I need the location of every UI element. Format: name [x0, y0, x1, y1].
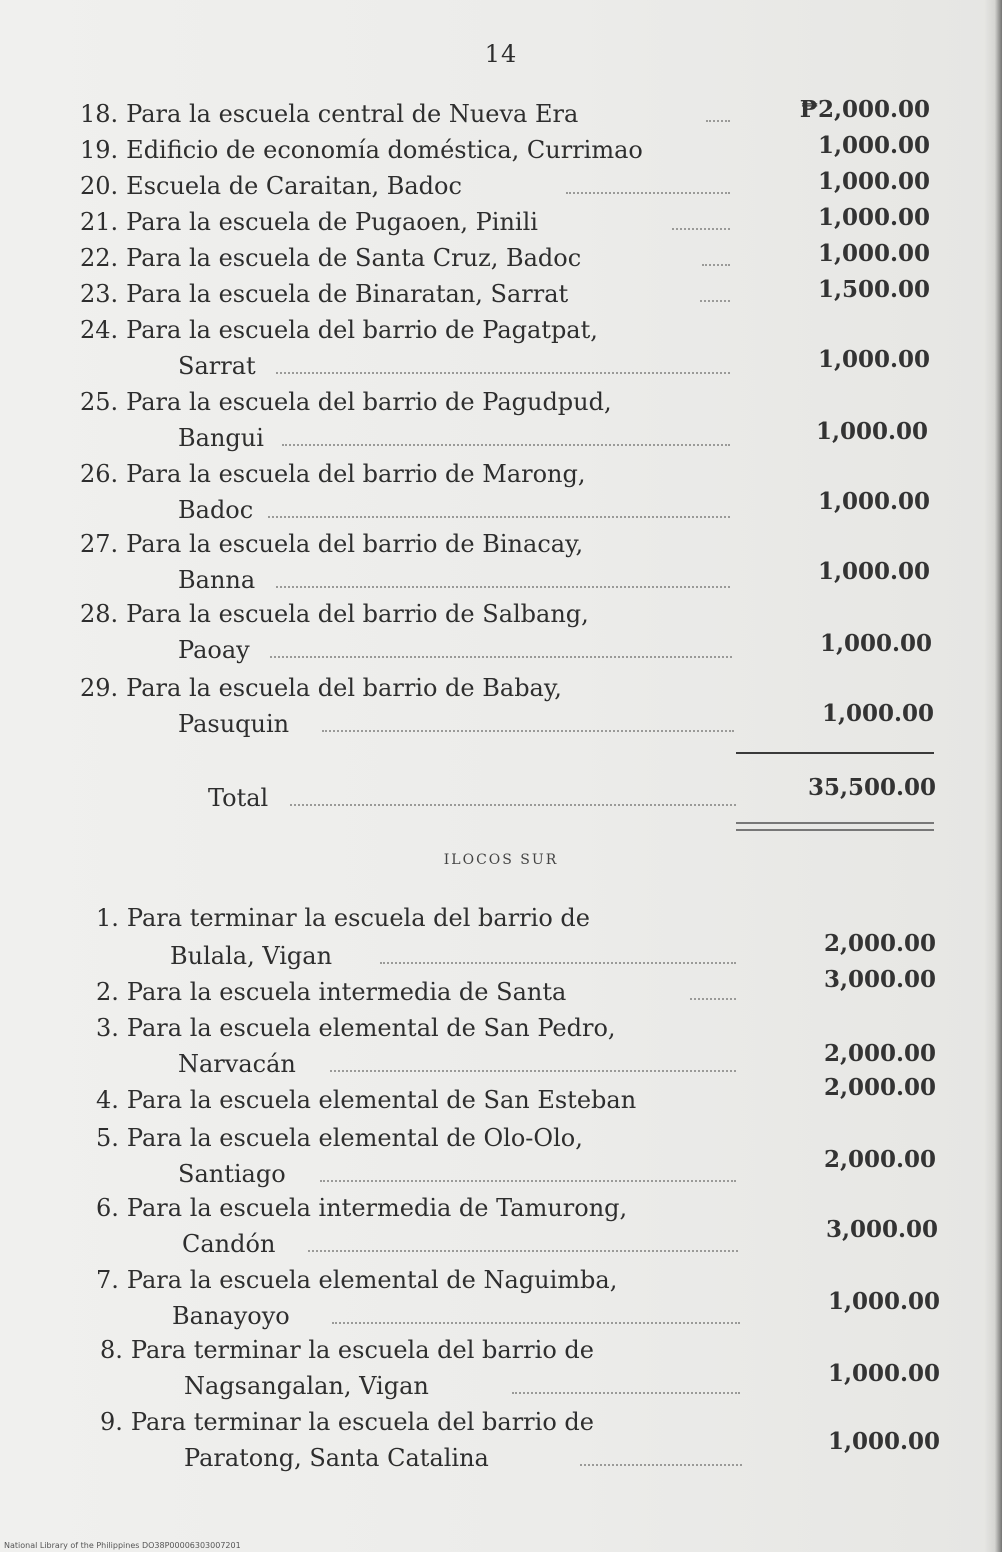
leader-dots: [322, 730, 734, 732]
item-amount: 2,000.00: [823, 1040, 936, 1067]
item-description: Para la escuela elemental de Olo-Olo,: [126, 1124, 583, 1152]
leader-dots: [276, 372, 730, 374]
item-number: 9.: [100, 1408, 123, 1436]
item-amount: 1,000.00: [817, 168, 930, 195]
item-number: 8.: [100, 1336, 123, 1364]
list-item: [80, 670, 562, 706]
item-description: Para la escuela del barrio de Babay,: [126, 674, 562, 702]
page-edge-shadow: [984, 0, 1002, 1552]
item-number: 27.: [80, 530, 119, 558]
item-amount: 1,000.00: [817, 132, 930, 159]
item-amount: 1,000.00: [817, 488, 930, 515]
leader-dots: [580, 1464, 742, 1466]
item-amount: 1,000.00: [827, 1360, 940, 1387]
list-item: [80, 384, 612, 420]
item-amount: ₱2,000.00: [799, 96, 930, 123]
item-number: 24.: [80, 316, 119, 344]
item-continuation: Narvacán: [178, 1050, 296, 1078]
item-description: Para la escuela intermedia de Tamurong,: [126, 1194, 628, 1222]
item-amount: 1,000.00: [819, 630, 932, 657]
item-continuation: Banna: [178, 566, 256, 594]
item-description: Edificio de economía doméstica, Currimao: [126, 136, 643, 164]
item-number: 22.: [80, 244, 119, 272]
list-item: [80, 240, 581, 276]
item-amount: 3,000.00: [825, 1216, 938, 1243]
list-item: [80, 276, 568, 312]
total-double-rule: [736, 822, 934, 831]
item-description: Para la escuela de Binaratan, Sarrat: [126, 280, 569, 308]
item-description: Para la escuela intermedia de Santa: [126, 978, 567, 1006]
item-amount: 1,000.00: [827, 1428, 940, 1455]
item-continuation: Bulala, Vigan: [170, 942, 333, 970]
item-amount: 1,000.00: [827, 1288, 940, 1315]
item-description: Escuela de Caraitan, Badoc: [126, 172, 462, 200]
leader-dots: [512, 1392, 740, 1394]
leader-dots: [566, 192, 730, 194]
item-number: 23.: [80, 280, 119, 308]
total-amount: 35,500.00: [807, 774, 936, 801]
list-item: [100, 1404, 594, 1440]
item-continuation: Badoc: [178, 496, 254, 524]
item-amount: 2,000.00: [823, 930, 936, 957]
item-number: 2.: [96, 978, 119, 1006]
item-continuation: Pasuquin: [178, 710, 290, 738]
list-item: [96, 900, 590, 936]
leader-dots: [706, 120, 730, 122]
list-item: [80, 132, 643, 168]
item-amount: 3,000.00: [823, 966, 936, 993]
sum-rule: [736, 752, 934, 754]
leader-dots: [332, 1322, 740, 1324]
leader-dots: [282, 444, 730, 446]
list-item: [100, 1332, 594, 1368]
list-item: [80, 204, 538, 240]
leader-dots: [308, 1250, 738, 1252]
item-description: Para terminar la escuela del barrio de: [130, 1336, 594, 1364]
item-number: 20.: [80, 172, 119, 200]
item-amount: 1,000.00: [817, 204, 930, 231]
leader-dots: [290, 804, 736, 806]
list-item: [96, 1082, 636, 1118]
item-continuation: Santiago: [178, 1160, 286, 1188]
item-amount: 1,000.00: [817, 558, 930, 585]
item-description: Para la escuela de Pugaoen, Pinili: [126, 208, 538, 236]
item-amount: 1,000.00: [815, 418, 928, 445]
leader-dots: [700, 300, 730, 302]
item-number: 4.: [96, 1086, 119, 1114]
item-description: Para terminar la escuela del barrio de: [130, 1408, 594, 1436]
item-description: Para la escuela de Santa Cruz, Badoc: [126, 244, 582, 272]
leader-dots: [270, 656, 732, 658]
list-item: [96, 1120, 583, 1156]
item-description: Para la escuela elemental de San Pedro,: [126, 1014, 616, 1042]
leader-dots: [276, 586, 730, 588]
item-description: Para la escuela del barrio de Pagudpud,: [126, 388, 612, 416]
item-number: 7.: [96, 1266, 119, 1294]
list-item: [80, 168, 462, 204]
item-amount: 2,000.00: [823, 1074, 936, 1101]
item-description: Para la escuela del barrio de Marong,: [126, 460, 586, 488]
item-description: Para la escuela elemental de San Esteban: [126, 1086, 637, 1114]
scan-footer: National Library of the Philippines DO38P00006303007201: [4, 1541, 241, 1550]
item-description: Para la escuela del barrio de Pagatpat,: [126, 316, 598, 344]
item-number: 1.: [96, 904, 119, 932]
item-description: Para la escuela elemental de Naguimba,: [126, 1266, 618, 1294]
list-item: [96, 1010, 616, 1046]
leader-dots: [320, 1180, 736, 1182]
item-continuation: Bangui: [178, 424, 264, 452]
item-number: 28.: [80, 600, 119, 628]
item-amount: 1,000.00: [817, 240, 930, 267]
leader-dots: [330, 1070, 736, 1072]
item-description: Para la escuela central de Nueva Era: [126, 100, 579, 128]
leader-dots: [690, 998, 736, 1000]
item-description: Para terminar la escuela del barrio de: [126, 904, 590, 932]
leader-dots: [380, 962, 736, 964]
item-amount: 1,500.00: [817, 276, 930, 303]
list-item: [80, 96, 578, 132]
item-continuation: Banayoyo: [172, 1302, 290, 1330]
list-item: [96, 1262, 617, 1298]
section-heading: ILOCOS SUR: [443, 852, 559, 868]
item-description: Para la escuela del barrio de Salbang,: [126, 600, 589, 628]
item-number: 6.: [96, 1194, 119, 1222]
item-number: 18.: [80, 100, 119, 128]
list-item: [96, 974, 566, 1010]
item-number: 5.: [96, 1124, 119, 1152]
item-number: 29.: [80, 674, 119, 702]
leader-dots: [268, 516, 730, 518]
list-item: [80, 456, 586, 492]
item-amount: 1,000.00: [821, 700, 934, 727]
list-item: [80, 596, 589, 632]
item-amount: 2,000.00: [823, 1146, 936, 1173]
list-item: [80, 526, 583, 562]
list-item: [96, 1190, 627, 1226]
item-continuation: Paratong, Santa Catalina: [184, 1444, 489, 1472]
item-continuation: Paoay: [178, 636, 250, 664]
item-number: 19.: [80, 136, 119, 164]
page-number: 14: [484, 40, 518, 68]
item-continuation: Sarrat: [178, 352, 256, 380]
item-number: 25.: [80, 388, 119, 416]
leader-dots: [672, 228, 730, 230]
item-number: 3.: [96, 1014, 119, 1042]
total-label: Total: [208, 784, 269, 812]
item-number: 26.: [80, 460, 119, 488]
item-continuation: Candón: [182, 1230, 276, 1258]
item-number: 21.: [80, 208, 119, 236]
item-amount: 1,000.00: [817, 346, 930, 373]
item-description: Para la escuela del barrio de Binacay,: [126, 530, 584, 558]
list-item: [80, 312, 598, 348]
item-continuation: Nagsangalan, Vigan: [184, 1372, 429, 1400]
leader-dots: [702, 264, 730, 266]
